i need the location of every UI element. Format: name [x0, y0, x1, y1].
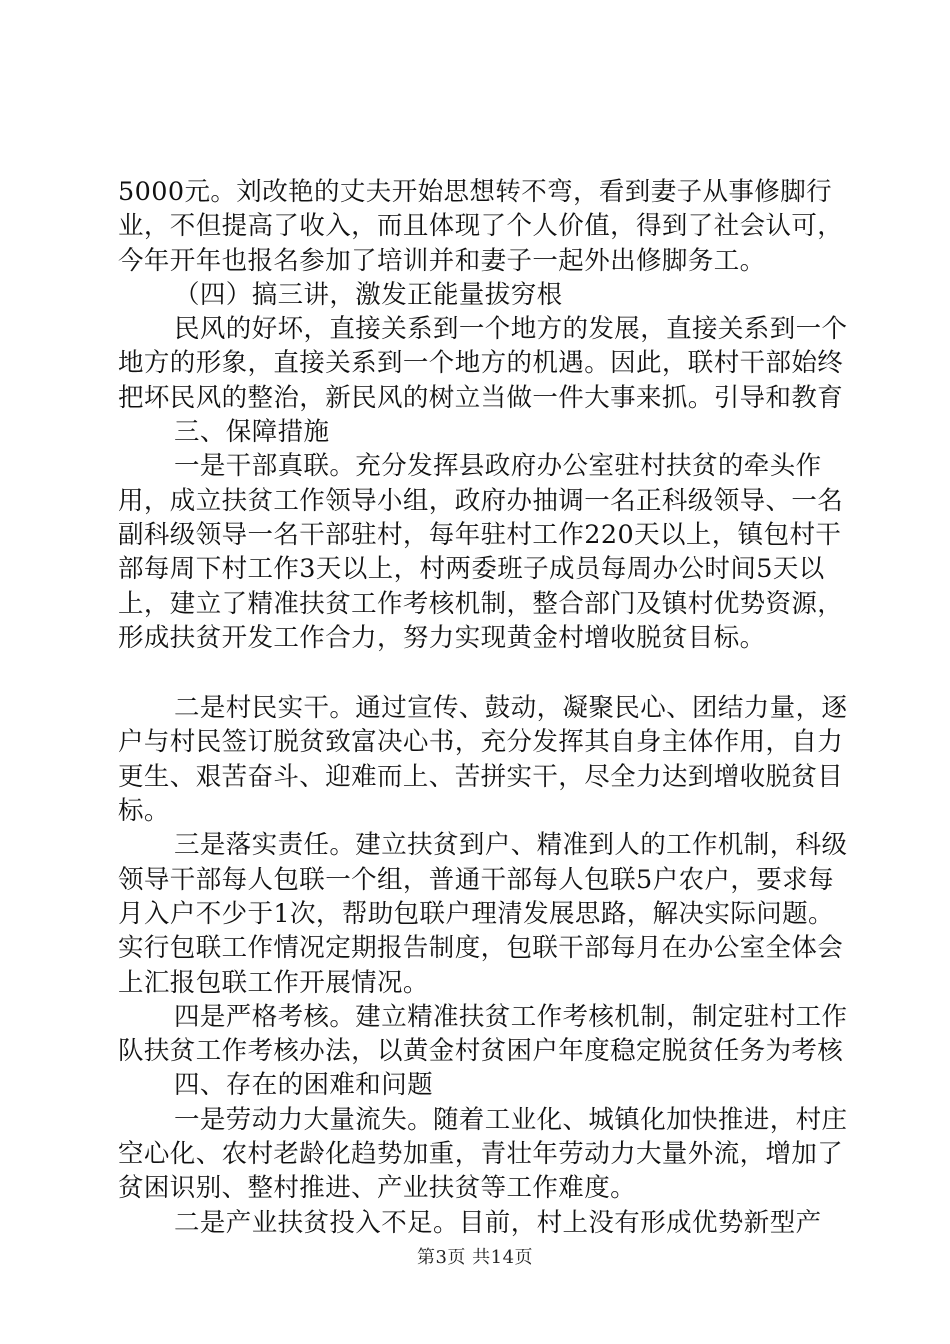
section-heading-four-sub: （四）搞三讲，激发正能量拔穷根	[174, 279, 563, 310]
paragraph-assessment: 四是严格考核。建立精准扶贫工作考核机制，制定驻村工作队扶贫工作考核办法，以黄金村贫困户年度稳定脱贫任务为考核	[118, 1001, 848, 1067]
paragraph-labor-loss: 一是劳动力大量流失。随着工业化、城镇化加快推进，村庄空心化、农村老龄化趋势加重，青壮年劳动力大量外流，增加了贫困识别、整村推进、产业扶贫等工作难度。	[118, 1104, 848, 1204]
page-number-footer: 第3页 共14页	[416, 1247, 534, 1268]
paragraph-villager-effort: 二是村民实干。通过宣传、鼓动，凝聚民心、团结力量，逐户与村民签订脱贫致富决心书，充分发挥其自身主体作用，自力更生、艰苦奋斗、迎难而上、苦拼实干，尽全力达到增收脱贫目标。	[118, 693, 848, 827]
paragraph-folk-custom: 民风的好坏，直接关系到一个地方的发展，直接关系到一个地方的形象，直接关系到一个地方的机遇。因此，联村干部始终把坏民风的整治，新民风的树立当做一件大事来抓。引导和教育	[118, 314, 848, 413]
paragraph-continuation: 5000元。刘改艳的丈夫开始思想转不弯，看到妻子从事修脚行业，不但提高了收入，而且体现了个人价值，得到了社会认可，今年开年也报名参加了培训并和妻子一起外出修脚务工。	[118, 177, 844, 276]
section-heading-problems: 四、存在的困难和问题	[174, 1070, 434, 1101]
paragraph-gap	[118, 655, 848, 691]
section-heading-safeguards: 三、保障措施	[174, 417, 330, 448]
document-body	[118, 175, 848, 1240]
paragraph-responsibility: 三是落实责任。建立扶贫到户、精准到人的工作机制，科级领导干部每人包联一个组，普通干部每人包联5户农户，要求每月入户不少于1次，帮助包联户理清发展思路，解决实际问题。实行包联工作情况定期报告制度，包联干部每月在办公室全体会上汇报包联工作开展情况。	[118, 830, 848, 998]
paragraph-industry-investment: 二是产业扶贫投入不足。目前，村上没有形成优势新型产	[174, 1207, 822, 1238]
paragraph-cadre-liaison: 一是干部真联。充分发挥县政府办公室驻村扶贫的牵头作用，成立扶贫工作领导小组，政府办抽调一名正科级领导、一名副科级领导一名干部驻村，每年驻村工作220天以上，镇包村干部每周下村工作3天以上，村两委班子成员每周办公时间5天以上，建立了精准扶贫工作考核机制，整合部门及镇村优势资源，形成扶贫开发工作合力，努力实现黄金村增收脱贫目标。	[118, 451, 844, 653]
